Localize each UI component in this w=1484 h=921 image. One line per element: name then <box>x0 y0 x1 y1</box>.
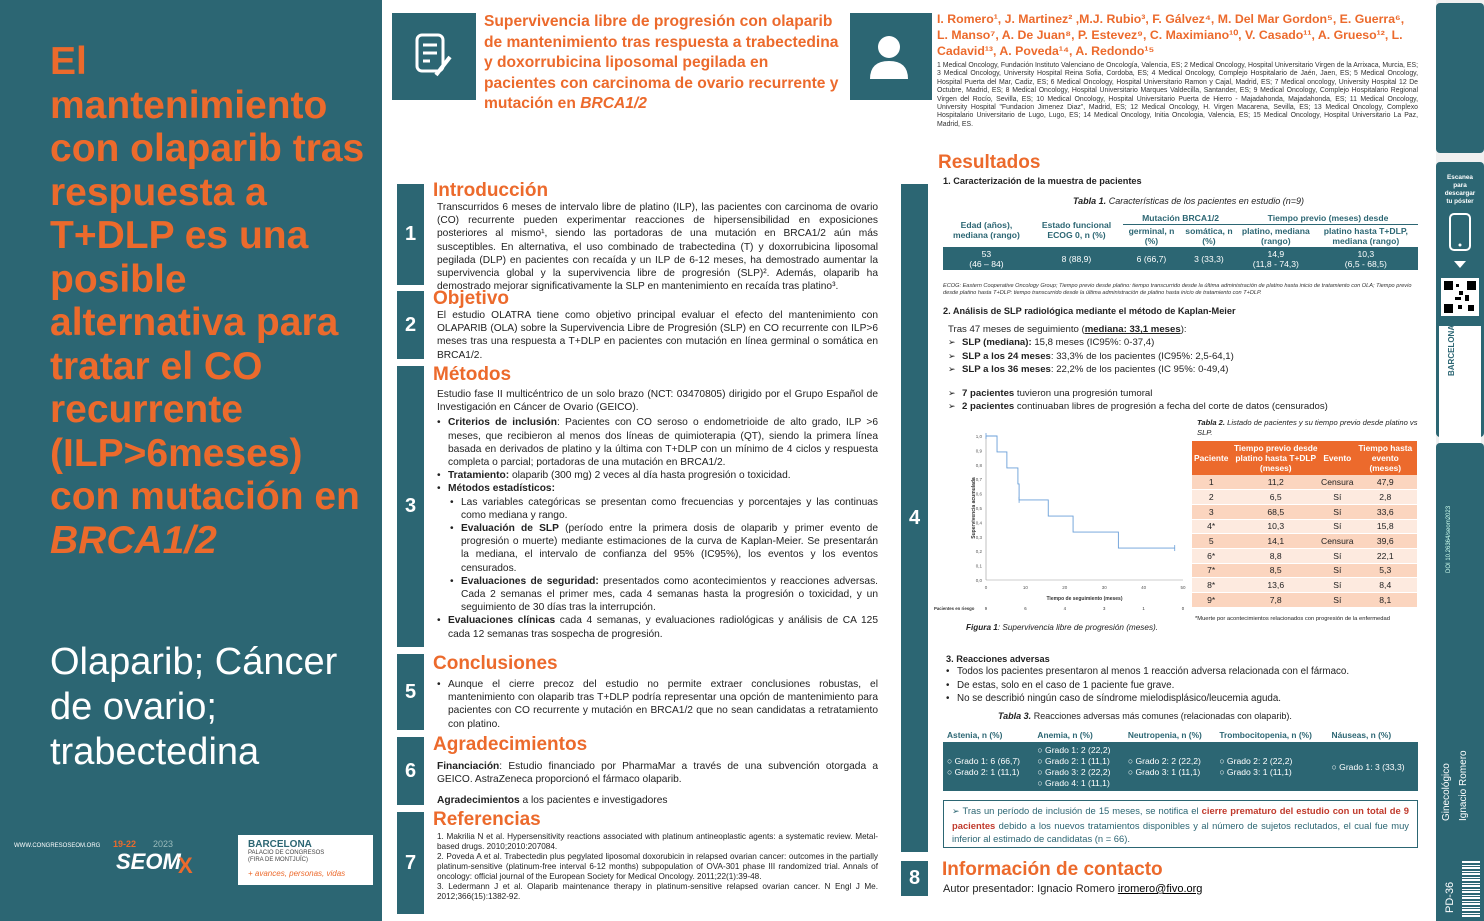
table-cell: 47,9 <box>1354 475 1417 490</box>
table-row <box>1192 475 1417 490</box>
table-cell: 22,1 <box>1354 548 1417 563</box>
poster-title: Supervivencia libre de progresión con olaparib de mantenimiento tras respuesta a trabectedina y doxorrubicina liposomal pegilada en pacientes con carcinoma de ovario recurrente y mutación en BRCA1/2 <box>484 13 839 112</box>
closure-note: ➢ Tras un período de inclusión de 15 meses, se notifica el cierre prematuro del estudio con un total de 9 pacientes debido a los nuevos tratamientos disponibles y al número de sujetos reclutados, el cual fue muy inferior al estimado de candidatas (n = 66). <box>943 800 1418 848</box>
table-row <box>1192 563 1417 578</box>
sponsor-box <box>1436 3 1484 153</box>
poster-meta <box>1436 443 1484 921</box>
funding: Financiación: Estudio financiado por PharmaMar a través de una subvención otorgada a GEICO. AstraZeneca proporcionó el fármaco olaparib. <box>437 761 878 786</box>
logo-dates: 19-22 <box>113 839 137 849</box>
ae-bullet: • Todos los pacientes presentaron al menos 1 reacción adversa relacionada con el fármaco. <box>946 665 1416 679</box>
author-icon-box <box>850 13 932 100</box>
table-cell: 9* <box>1192 593 1230 608</box>
km-bullet: ➢ 2 pacientes continuaban libres de progresión a fecha del corte de datos (censurados) <box>948 400 1418 413</box>
x-tick-label: 20 <box>1062 585 1068 590</box>
risk-value: 1 <box>1142 606 1145 611</box>
grade-item: ○ Grado 4: 1 (11,1) <box>1037 778 1110 788</box>
section-heading: Métodos <box>433 364 512 385</box>
x-tick-label: 40 <box>1141 585 1147 590</box>
table-header: germinal, n (%) <box>1123 225 1180 248</box>
contact-email[interactable]: iromero@fivo.org <box>1117 883 1203 895</box>
x-axis-label: Tiempo de seguimiento (meses) <box>1046 596 1123 602</box>
results-subheading: 2. Análisis de SLP radiológica mediante el método de Kaplan-Meier <box>943 306 1236 316</box>
table-header: Astenia, n (%) <box>943 728 1033 743</box>
conclusion-bullet: • Aunque el cierre precoz del estudio no permite extraer conclusiones robustas, el mantenimiento con olaparib tras T+DLP podría representar una opción de mantenimiento para pacientes con CO recurrente y mutación en BRCA1/2 que no sean candidatas a retratamiento con platino. <box>437 678 878 731</box>
section-heading: Conclusiones <box>433 653 558 674</box>
km-bullet: ➢ SLP a los 24 meses: 33,3% de los pacientes (IC95%: 2,5-64,1) <box>948 350 1418 363</box>
methods-text <box>437 388 878 641</box>
table-row <box>1192 578 1417 593</box>
table-header: Tiempo previo (meses) desde <box>1238 212 1418 225</box>
table-cell: 6* <box>1192 548 1230 563</box>
table-cell: 5 <box>1192 534 1230 549</box>
download-label: Escanea para descargar tu póster <box>1444 174 1476 205</box>
title-icon-box <box>392 13 476 100</box>
contact: Autor presentador: Ignacio Romero iromero@fivo.org <box>943 883 1203 895</box>
table-cell: 8,1 <box>1354 593 1417 608</box>
x-tick-label: 30 <box>1101 585 1107 590</box>
table-cell: Sí <box>1321 548 1353 563</box>
authors: I. Romero¹, J. Martinez² ,M.J. Rubio³, F. Gálvez⁴, M. Del Mar Gordon⁵, E. Guerra⁶, L. Manso⁷, A. De Juan⁸, P. Estevez⁹, C. Maximiano¹⁰, V. Casado¹¹, A. Grueso¹², L. Cadavid¹³, A. Poveda¹⁴, A. Redondo¹⁵ <box>937 12 1405 58</box>
qr-code[interactable] <box>1441 278 1479 316</box>
table-cell: 33,6 <box>1354 504 1417 519</box>
table1-note: ECOG: Eastern Cooperative Oncology Group; Tiempo previo desde platino: tiempo transcurrido desde la última administración de platino hasta inicio de tratamiento con OLA; Tiempo previo desde platino hasta T+DLP: tiempo transcurrido desde la última administración de platino hasta inicio de tratamiento con T+DLP. <box>943 283 1412 296</box>
section-heading: Información de contacto <box>942 859 1163 880</box>
logo-x: X <box>178 853 193 878</box>
table-cell <box>1328 743 1418 792</box>
y-tick-label: 0,9 <box>975 448 982 454</box>
table-cell: 10,3 (6,5 - 68,5) <box>1314 248 1418 271</box>
section-number: 7 <box>397 812 424 914</box>
followup: Tras 47 meses de seguimiento (mediana: 33,1 meses): <box>948 324 1187 335</box>
y-tick-label: 0,7 <box>975 477 982 483</box>
risk-value: 6 <box>1024 606 1027 611</box>
table-header: Tiempo previo desde platino hasta T+DLP (meses) <box>1230 441 1321 475</box>
section-number: 1 <box>397 184 424 285</box>
table-row <box>1192 593 1417 608</box>
references <box>437 832 878 902</box>
download-box <box>1436 162 1484 437</box>
results-subheading: 1. Caracterización de la muestra de pacientes <box>943 176 1142 186</box>
logo-slogan: + avances, personas, vidas <box>248 869 346 878</box>
table-cell <box>1215 743 1327 792</box>
y-tick-label: 0,4 <box>975 520 982 526</box>
table-1 <box>943 212 1418 270</box>
table-cell: Sí <box>1321 578 1353 593</box>
y-tick-label: 1,0 <box>975 434 982 439</box>
methods-subbullet: • Evaluación de SLP (período entre la primera dosis de olaparib y primer evento de progresión o muerte) mediante estimaciones de la curva de Kaplan-Meier. Se presentarán la mediana, el intervalo de confianza del 95% (IC95%), los eventos y los eventos censurados. <box>437 522 878 575</box>
grade-item: ○ Grado 3: 1 (11,1) <box>1219 767 1292 777</box>
y-tick-label: 0,0 <box>975 578 982 583</box>
km-bullet: ➢ SLP (mediana): 15,8 meses (IC95%: 0-37,4) <box>948 336 1418 349</box>
phone-icon <box>1436 206 1484 276</box>
km-summary <box>948 323 1418 413</box>
main-message: El mantenimiento con olaparib tras respuesta a T+DLP es una posible alternativa para tratar el CO recurrente (ILP>6meses) con mutación en BRCA1/2 <box>50 40 365 562</box>
grade-item: ○ Grado 1: 2 (22,2) <box>1037 745 1111 755</box>
congress-logo <box>8 835 373 885</box>
logo-url: WWW.CONGRESOSEOM.ORG <box>14 843 101 849</box>
results-subheading: 3. Reacciones adversas <box>946 654 1050 664</box>
y-tick-label: 0,3 <box>975 534 982 540</box>
km-bullet: ➢ SLP a los 36 meses: 22,2% de los pacientes (IC 95%: 0-49,4) <box>948 363 1418 376</box>
ae-bullet: • De estas, solo en el caso de 1 paciente fue grave. <box>946 679 1416 693</box>
table-header: Estado funcional ECOG 0, n (%) <box>1030 212 1123 248</box>
y-tick-label: 0,2 <box>975 549 982 555</box>
table-header: Mutación BRCA1/2 <box>1123 212 1238 225</box>
table3-caption: Tabla 3. Reacciones adversas más comunes (relacionadas con olaparib). <box>998 711 1292 721</box>
keywords: Olaparib; Cáncer de ovario; trabectedina <box>50 641 338 773</box>
x-tick-label: 10 <box>1022 585 1028 590</box>
table-cell <box>1124 743 1215 792</box>
methods-bullet: • Métodos estadísticos: <box>437 482 878 495</box>
table-cell: Sí <box>1321 504 1353 519</box>
table-cell: 8,5 <box>1230 563 1321 578</box>
table-cell: 8 (88,9) <box>1030 248 1123 271</box>
table-cell <box>943 743 1033 792</box>
y-tick-label: 0,6 <box>975 491 982 497</box>
table-cell: Sí <box>1321 593 1353 608</box>
y-tick-label: 0,1 <box>975 563 982 569</box>
table-cell: Sí <box>1321 563 1353 578</box>
table-cell: 3 <box>1192 504 1230 519</box>
logo-city: BARCELONA <box>248 839 312 850</box>
reference: 2. Poveda A et al. Trabectedin plus pegylated liposomal doxorubicin in relapsed ovarian cancer: outcomes in the partially platinum-sensitive (platinum-free interval 6-12 months) subpopulation of OVA-301 phase III randomized trial. Annals of oncology: official journal of the European Society for Medical Oncology. 2011;22(1):39-48. <box>437 852 878 881</box>
section-number: 6 <box>397 737 424 805</box>
table-header: Evento <box>1321 441 1353 475</box>
thanks: Agradecimientos a los pacientes e investigadores <box>437 795 668 807</box>
risk-value: 4 <box>1063 606 1066 611</box>
table-cell: 6 (66,7) <box>1123 248 1180 271</box>
table-cell: 68,5 <box>1230 504 1321 519</box>
logo-year: 2023 <box>153 839 174 849</box>
table-cell: Censura <box>1321 534 1353 549</box>
table-3 <box>943 728 1418 791</box>
table-cell: 39,6 <box>1354 534 1417 549</box>
table-header: somática, n (%) <box>1180 225 1238 248</box>
conclusion-text <box>437 678 878 731</box>
y-axis-label: Supervivencia acumulada <box>971 477 977 539</box>
km-curve <box>986 436 1175 548</box>
table-cell: 5,3 <box>1354 563 1417 578</box>
reference: 3. Ledermann J et al. Olaparib maintenance therapy in platinum-sensitive relapsed ovarian cancer. N Engl J Me. 2012;366(15):1382-92. <box>437 882 878 901</box>
figure-caption: Figura 1: Supervivencia libre de progresión (meses). <box>966 623 1159 632</box>
sidebar-author: Ignacio Romero <box>1458 750 1469 821</box>
table-cell: 10,3 <box>1230 519 1321 534</box>
intro-text: Transcurridos 6 meses de intervalo libre de platino (ILP), las pacientes con carcinoma de ovario (CO) recurrente pueden experimentar reacciones de hipersensibilidad en exposiciones posteriores al mismo¹, siendo las portadoras de una mutación en BRCA1/2 aún más susceptibles. En alternativa, el uso combinado de trabectedina (T) y doxorrubicina liposomal pegilada (DLP) en pacientes con recaída y un ILP de 6-12 meses, ha demostrado aumentar la supervivencia global y la supervivencia libre de progresión (SLP)². Además, olaparib ha demostrado mejorar significativamente la SLP en mantenimiento en recaída tras platino³. <box>437 202 878 293</box>
reference: 1. Makrilia N et al. Hypersensitivity reactions associated with platinum antineoplastic agents: a systematic review. Metal-based drugs. 2010;2010:207084. <box>437 832 878 851</box>
risk-label: Pacientes en riesgo <box>934 606 975 611</box>
seom-mini-logo: BARCELONA <box>1439 326 1481 456</box>
table-header: Tiempo hasta evento (meses) <box>1354 441 1417 475</box>
section-number: 5 <box>397 654 424 730</box>
methods-subbullet: • Evaluaciones de seguridad: presentados como acontecimientos y reacciones adversas. Cada 2 semanas el primer mes, cada 4 semanas hasta la progresión o toxicidad, y un seguimiento de 30 días tras la interrupción. <box>437 575 878 615</box>
table-cell: 14,1 <box>1230 534 1321 549</box>
table-header: Anemia, n (%) <box>1033 728 1123 743</box>
table-row <box>1192 504 1417 519</box>
barcode <box>1462 861 1480 917</box>
acknowledgement-text <box>437 760 878 808</box>
section-heading: Introducción <box>433 180 549 201</box>
table-cell: 3 (33,3) <box>1180 248 1238 271</box>
table-cell: 1 <box>1192 475 1230 490</box>
section-number: 8 <box>901 861 928 896</box>
table-row <box>1192 548 1417 563</box>
table-header: platino, mediana (rango) <box>1238 225 1314 248</box>
table-cell: 4* <box>1192 519 1230 534</box>
table-cell: Sí <box>1321 519 1353 534</box>
table-row <box>1192 534 1417 549</box>
table-header: Edad (años), mediana (rango) <box>943 212 1030 248</box>
table-cell: 8* <box>1192 578 1230 593</box>
table-row <box>1192 490 1417 505</box>
table-header: Náuseas, n (%) <box>1328 728 1418 743</box>
methods-bullet: • Criterios de inclusión: Pacientes con CO seroso o endometrioide de alto grado, ILP >6 meses, que recibieron al menos dos líneas de quimioterapia (QT), siendo la primera línea basada en derivados de platino y la última con T+DLP con un mínimo de 4 ciclos y respuesta completa o parcial; portadoras de una mutación en BRCA1/2. <box>437 416 878 469</box>
km-chart <box>933 428 1193 618</box>
user-icon <box>850 13 932 100</box>
ae-bullet: • No se describió ningún caso de síndrome mielodisplásico/leucemia aguda. <box>946 692 1416 706</box>
risk-value: 0 <box>1181 606 1185 611</box>
risk-value: 3 <box>1103 606 1106 611</box>
logo-venue: PALACIO DE CONGRESOS <box>248 850 325 856</box>
grade-item: ○ Grado 1: 3 (33,3) <box>1331 761 1405 772</box>
table1-caption: Tabla 1. Características de los pacientes en estudio (n=9) <box>1073 196 1305 206</box>
ae-summary <box>946 665 1416 706</box>
section-number: 4 <box>901 184 928 852</box>
methods-intro: Estudio fase II multicéntrico de un solo brazo (NCT: 03470805) dirigido por el Grupo Español de Investigación en Cáncer de Ovario (GEICO). <box>437 389 878 414</box>
grade-item: ○ Grado 2: 1 (11,1) <box>947 767 1020 777</box>
grade-item: ○ Grado 3: 1 (11,1) <box>1127 767 1201 777</box>
table-cell: 6,5 <box>1230 490 1321 505</box>
grade-item: ○ Grado 2: 1 (11,1) <box>1037 756 1110 766</box>
km-bullet: ➢ 7 pacientes tuvieron una progresión tumoral <box>948 387 1418 400</box>
methods-bullet: • Evaluaciones clínicas cada 4 semanas, y evaluaciones radiológicas y análisis de CA 125 cada 12 semanas tras sospecha de progresión. <box>437 614 878 640</box>
logo-seom: SEOM <box>116 849 181 874</box>
section-heading: Resultados <box>938 152 1041 173</box>
table-header: platino hasta T+DLP, mediana (rango) <box>1314 225 1418 248</box>
area: Ginecológico <box>1441 763 1452 821</box>
table-cell: 11,2 <box>1230 475 1321 490</box>
table-header: Trombocitopenia, n (%) <box>1215 728 1327 743</box>
section-number: 2 <box>397 291 424 359</box>
document-edit-icon <box>392 13 476 100</box>
section-number: 3 <box>397 366 424 647</box>
table-cell <box>1033 743 1123 792</box>
table-cell: Sí <box>1321 490 1353 505</box>
methods-bullet: • Tratamiento: olaparib (300 mg) 2 veces al día hasta progresión o toxicidad. <box>437 469 878 482</box>
grade-item: ○ Grado 3: 2 (22,2) <box>1037 767 1111 777</box>
table-2 <box>1192 441 1417 608</box>
table-header: Neutropenia, n (%) <box>1124 728 1215 743</box>
table-cell: 2,8 <box>1354 490 1417 505</box>
table-header: Paciente <box>1192 441 1230 475</box>
risk-value: 9 <box>984 606 988 611</box>
x-tick-label: 0 <box>984 585 988 590</box>
table-row <box>1192 519 1417 534</box>
poster-code: PD-36 <box>1444 881 1456 913</box>
table2-note: *Muerte por acontecimientos relacionados con progresión de la enfermedad <box>1195 616 1390 622</box>
table-cell: 8,8 <box>1230 548 1321 563</box>
section-heading: Objetivo <box>433 288 510 309</box>
table-cell: 14,9 (11,8 - 74,3) <box>1238 248 1314 271</box>
table-cell: 8,4 <box>1354 578 1417 593</box>
grade-item: ○ Grado 1: 6 (66,7) <box>947 756 1021 766</box>
table-cell: 15,8 <box>1354 519 1417 534</box>
table-cell: 7,8 <box>1230 593 1321 608</box>
x-tick-label: 50 <box>1180 585 1186 590</box>
doi: DOI 10.26364/seom2023 <box>1446 505 1452 573</box>
methods-subbullet: • Las variables categóricas se presentan como frecuencias y porcentajes y las continuas como mediana y rango. <box>437 496 878 522</box>
grade-item: ○ Grado 2: 2 (22,2) <box>1127 756 1201 766</box>
logo-venue2: (FIRA DE MONTJUÏC) <box>248 857 308 863</box>
objective-text: El estudio OLATRA tiene como objetivo principal evaluar el efecto del mantenimiento con OLAPARIB (OLA) sobre la Supervivencia Libre de Progresión (SLP) en CO recurrente con ILP>6 meses tras una respuesta a T+DLP en pacientes con mutación en línea germinal o somática en BRCA1/2. <box>437 310 878 361</box>
table-cell: 7* <box>1192 563 1230 578</box>
table-cell: Censura <box>1321 475 1353 490</box>
table-cell: 53 (46 – 84) <box>943 248 1030 271</box>
table-cell: 13,6 <box>1230 578 1321 593</box>
table-cell: 2 <box>1192 490 1230 505</box>
y-tick-label: 0,5 <box>975 506 982 511</box>
section-heading: Agradecimientos <box>433 734 588 755</box>
grade-item: ○ Grado 2: 2 (22,2) <box>1219 756 1293 766</box>
y-tick-label: 0,8 <box>975 462 982 468</box>
section-heading: Referencias <box>433 809 541 830</box>
table2-caption: Tabla 2. Listado de pacientes y su tiempo previo desde platino vs SLP. <box>1197 418 1418 437</box>
affiliations: 1 Medical Oncology, Fundación Instituto Valenciano de Oncología, Valencia, ES; 2 Medical Oncology, Hospital Universitario Virgen de la Arrixaca, Murcia, ES; 3 Medical Oncology, University Hospital Reina Sofia, Cordoba, ES; 4 Medical Oncology, Complejo Hospitalario de Jaén, Jaen, ES; 5 Medical Oncology, Hospital Puerta del Mar, Cadiz, ES; 6 Medical Oncology, Hospital Universitario Ramon y Cajal, Madrid, ES; 7 Medical oncology, University Hospital 12 De Octubre, Madrid, ES; 8 Medical Oncology, Hospital Universitario Marques Valdecilla, Santander, ES; 9 Medical Oncology, Complejo Hospitalario Regional Virgen del Rocío, Sevilla, ES; 10 Medical Oncology, Hospital Universitario Puerta de Hierro - Majadahonda, Majadahonda, ES; 11 Medical Oncology, University Hospital "Fundacion Jimenez Diaz", Madrid, ES; 12 Medical Oncology, H. Virgen Macarena, Sevilla, ES; 13 Medical Oncology, Complexo Hospitalario Universitario de Lugo, Lugo, ES; 14 Medical Oncology, Initia Oncologia, Valencia, ES; 15 Medical Oncology, Hospital Universitario La Paz, Madrid, ES. <box>937 62 1418 128</box>
